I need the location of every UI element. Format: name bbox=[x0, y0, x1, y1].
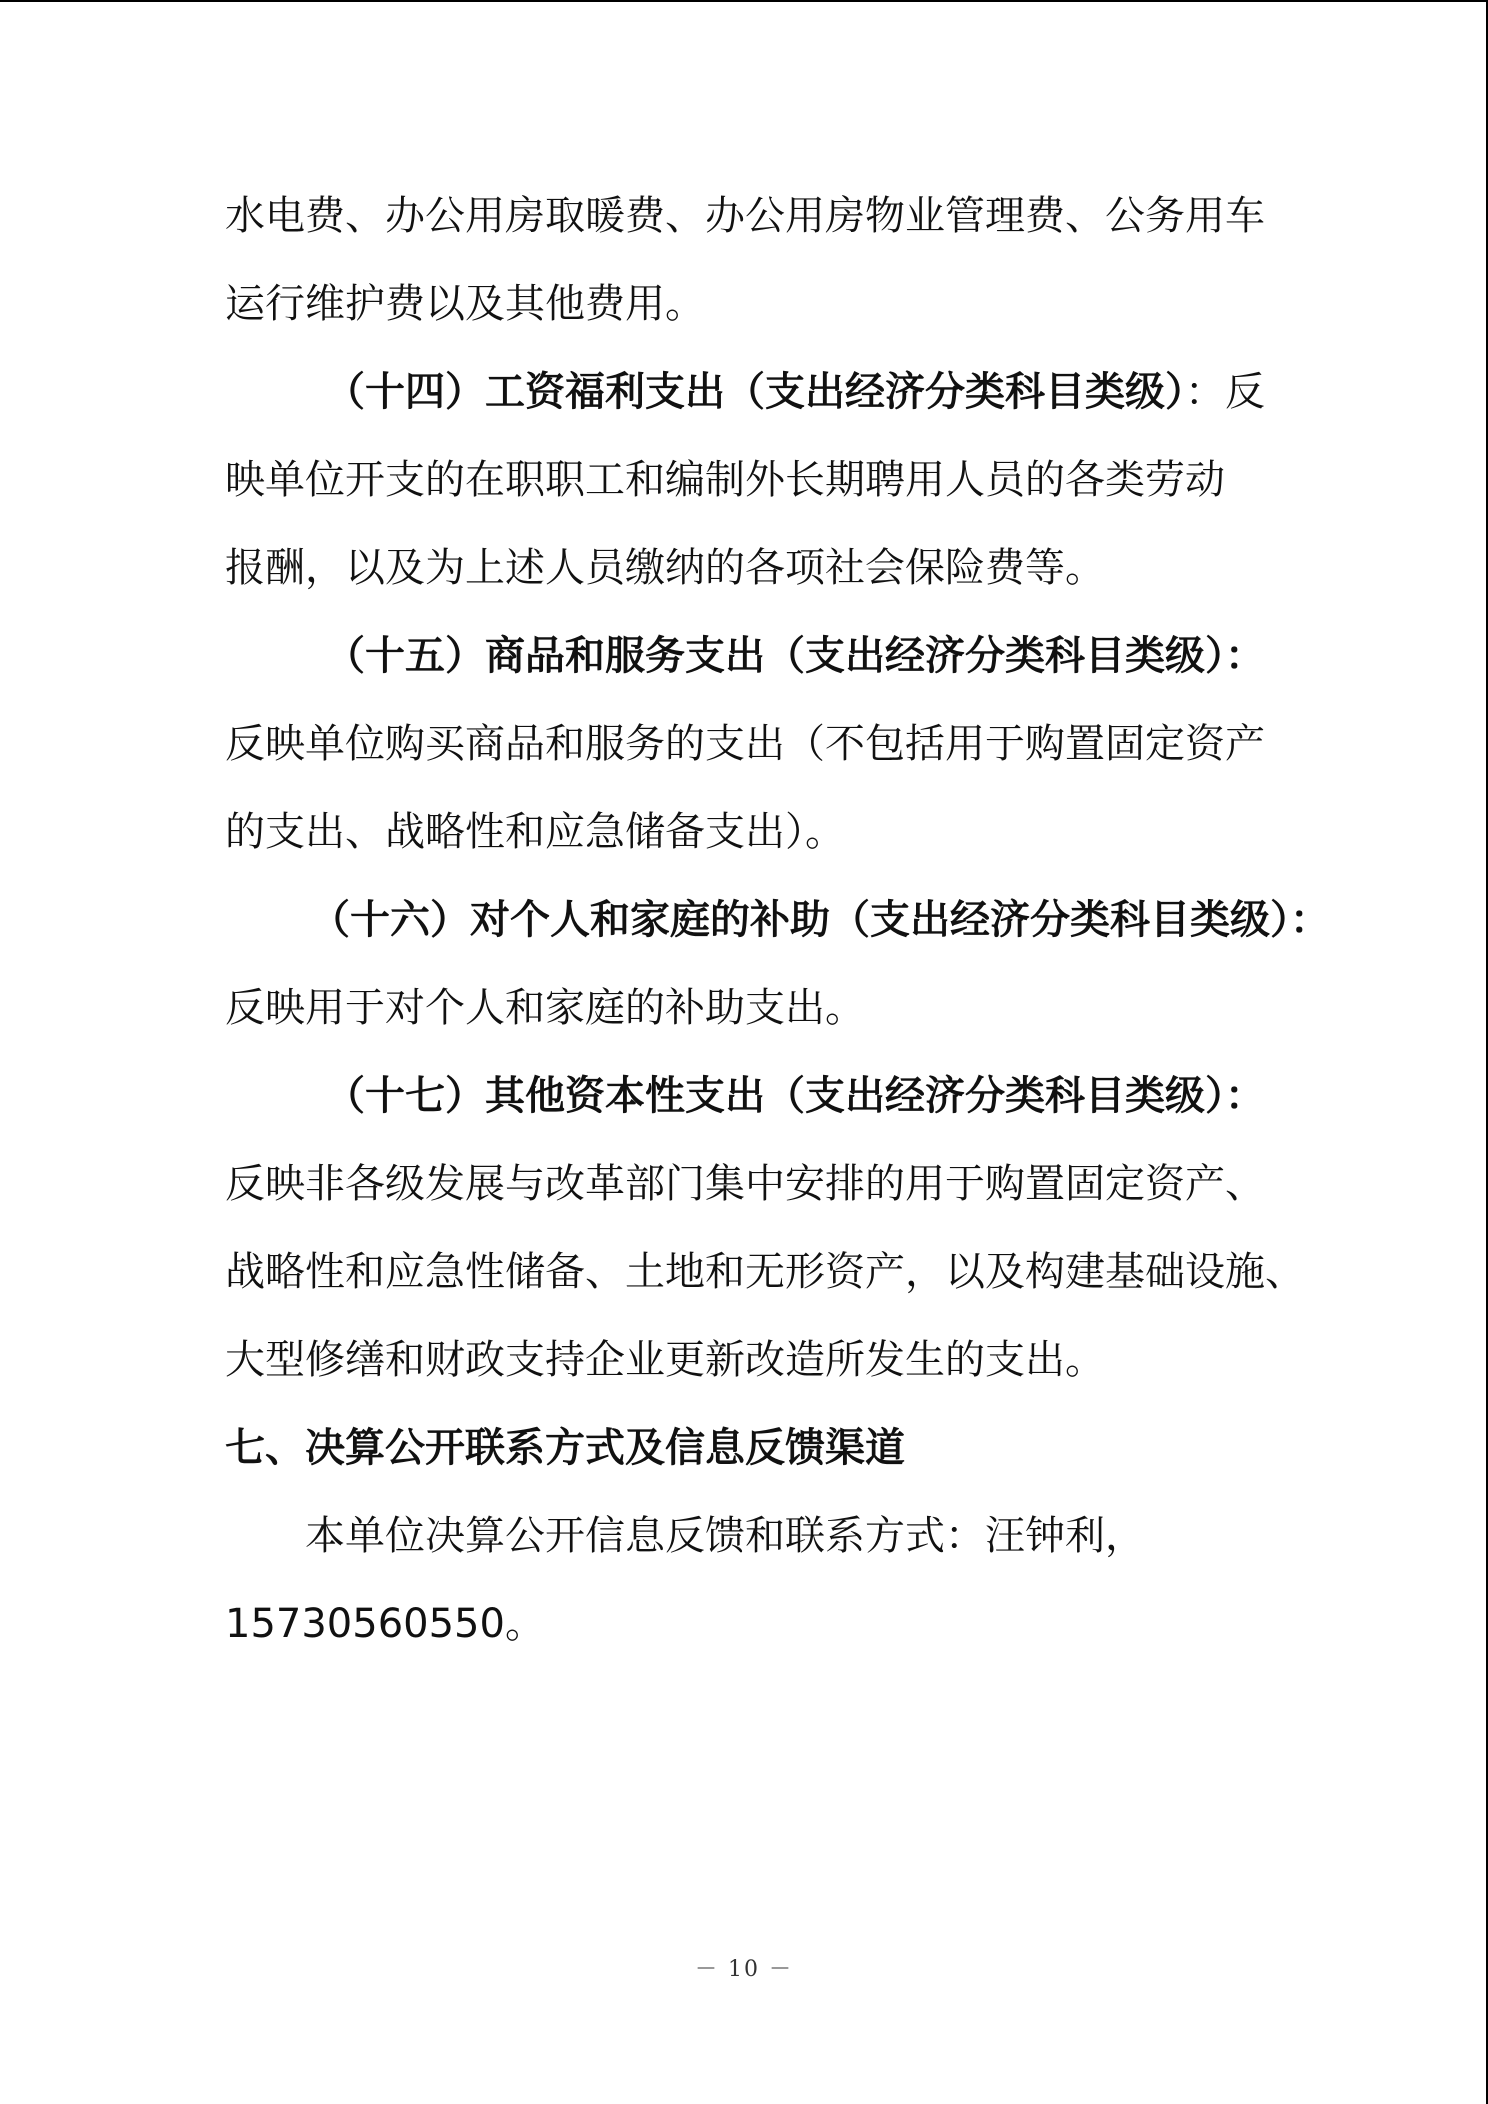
body-line: 映单位开支的在职职工和编制外长期聘用人员的各类劳动 bbox=[225, 457, 1225, 503]
body-line: 报酬，以及为上述人员缴纳的各项社会保险费等。 bbox=[225, 545, 1105, 591]
page-number: － 10 － bbox=[695, 1957, 793, 1982]
item-16-heading: （十六）对个人和家庭的补助（支出经济分类科目类级）： bbox=[310, 897, 1330, 943]
item-15-heading: （十五）商品和服务支出（支出经济分类科目类级）： bbox=[325, 633, 1265, 679]
item-17-heading: （十七）其他资本性支出（支出经济分类科目类级）： bbox=[325, 1073, 1265, 1119]
contact-line: 本单位决算公开信息反馈和联系方式：汪钟利， bbox=[305, 1513, 1145, 1559]
item-14 bbox=[225, 348, 1265, 436]
body-line: 反映单位购买商品和服务的支出（不包括用于购置固定资产 bbox=[225, 721, 1265, 767]
item-14-colon: ：反 bbox=[1185, 369, 1265, 415]
section-7-heading: 七、决算公开联系方式及信息反馈渠道 bbox=[225, 1425, 905, 1471]
body-line: 反映非各级发展与改革部门集中安排的用于购置固定资产、 bbox=[225, 1161, 1265, 1207]
document-body bbox=[225, 172, 1330, 1668]
body-line: 的支出、战略性和应急储备支出）。 bbox=[225, 809, 845, 855]
body-line: 反映用于对个人和家庭的补助支出。 bbox=[225, 985, 865, 1031]
item-14-heading: （十四）工资福利支出（支出经济分类科目类级） bbox=[325, 369, 1185, 415]
body-line: 水电费、办公用房取暖费、办公用房物业管理费、公务用车 bbox=[225, 193, 1265, 239]
contact-phone: 15730560550。 bbox=[225, 1601, 545, 1647]
body-line: 运行维护费以及其他费用。 bbox=[225, 281, 705, 327]
body-line: 战略性和应急性储备、土地和无形资产，以及构建基础设施、 bbox=[225, 1249, 1305, 1295]
body-line: 大型修缮和财政支持企业更新改造所发生的支出。 bbox=[225, 1337, 1105, 1383]
